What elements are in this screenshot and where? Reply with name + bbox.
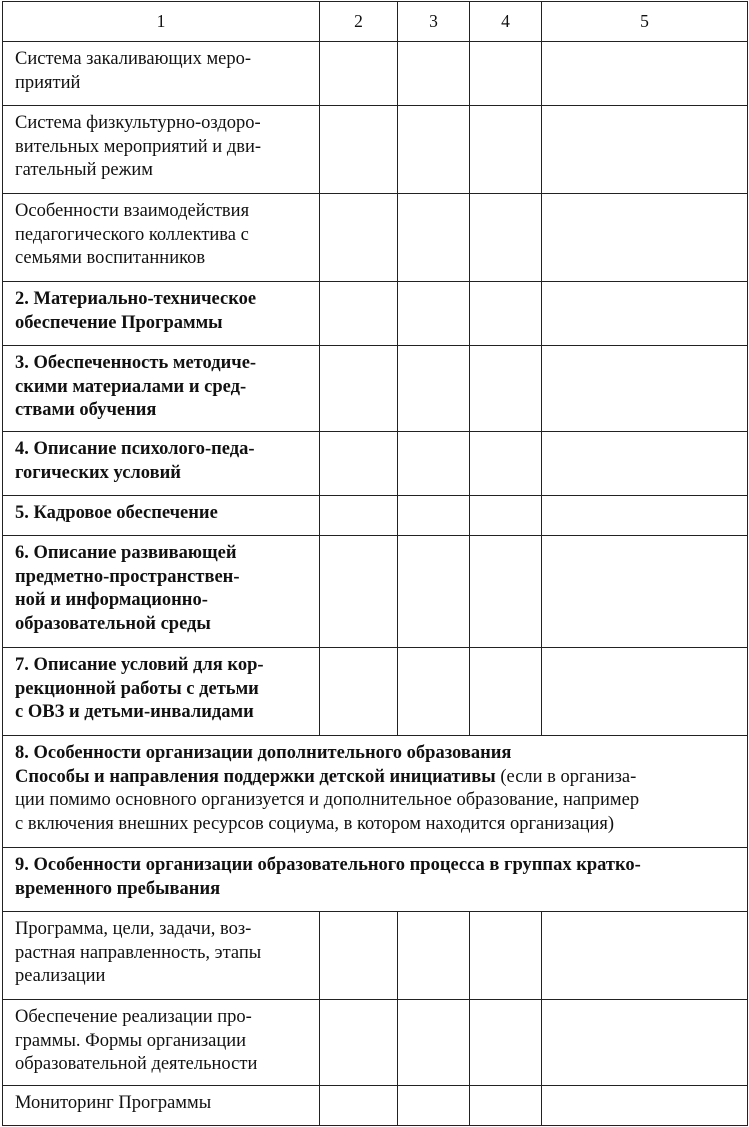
empty-cell bbox=[542, 496, 748, 536]
empty-cell bbox=[320, 648, 398, 736]
table-row bbox=[3, 648, 748, 736]
empty-cell bbox=[470, 346, 542, 432]
empty-cell bbox=[398, 42, 470, 106]
empty-cell bbox=[398, 1086, 470, 1126]
row-label: Программа, цели, задачи, воз- растная направленность, этапы реализации bbox=[3, 912, 320, 1000]
empty-cell bbox=[320, 194, 398, 282]
empty-cell bbox=[542, 194, 748, 282]
table-row bbox=[3, 106, 748, 194]
table-row bbox=[3, 536, 748, 648]
table-row bbox=[3, 282, 748, 346]
empty-cell bbox=[470, 432, 542, 496]
empty-cell bbox=[320, 432, 398, 496]
empty-cell bbox=[470, 648, 542, 736]
header-col-1: 1 bbox=[3, 2, 320, 42]
empty-cell bbox=[542, 648, 748, 736]
empty-cell bbox=[470, 282, 542, 346]
empty-cell bbox=[542, 106, 748, 194]
table-row bbox=[3, 496, 748, 536]
empty-cell bbox=[398, 1000, 470, 1086]
empty-cell bbox=[542, 432, 748, 496]
empty-cell bbox=[470, 536, 542, 648]
empty-cell bbox=[398, 106, 470, 194]
empty-cell bbox=[542, 42, 748, 106]
table-row bbox=[3, 346, 748, 432]
section-heading: 2. Материально-техническое обеспечение Программы bbox=[3, 282, 320, 346]
header-col-2: 2 bbox=[320, 2, 398, 42]
empty-cell bbox=[398, 282, 470, 346]
empty-cell bbox=[320, 536, 398, 648]
empty-cell bbox=[398, 346, 470, 432]
row-label: Система физкультурно-оздоро- вительных мероприятий и дви- гательный режим bbox=[3, 106, 320, 194]
section-8-title: 8. Особенности организации дополнительного образования bbox=[15, 743, 512, 763]
header-col-4: 4 bbox=[470, 2, 542, 42]
empty-cell bbox=[398, 536, 470, 648]
empty-cell bbox=[542, 1000, 748, 1086]
empty-cell bbox=[398, 912, 470, 1000]
empty-cell bbox=[320, 106, 398, 194]
row-label: Обеспечение реализации про- граммы. Формы организации образовательной деятельности bbox=[3, 1000, 320, 1086]
section-8-subtitle: Способы и направления поддержки детской инициативы bbox=[15, 766, 496, 787]
empty-cell bbox=[470, 1086, 542, 1126]
empty-cell bbox=[320, 1086, 398, 1126]
empty-cell bbox=[320, 912, 398, 1000]
table-row bbox=[3, 1000, 748, 1086]
section-heading: 4. Описание психолого-педа- гогических условий bbox=[3, 432, 320, 496]
empty-cell bbox=[470, 42, 542, 106]
empty-cell bbox=[470, 912, 542, 1000]
empty-cell bbox=[470, 194, 542, 282]
empty-cell bbox=[398, 648, 470, 736]
section-8-row bbox=[3, 736, 748, 848]
table-row bbox=[3, 912, 748, 1000]
empty-cell bbox=[542, 912, 748, 1000]
empty-cell bbox=[470, 1000, 542, 1086]
empty-cell bbox=[398, 194, 470, 282]
empty-cell bbox=[320, 1000, 398, 1086]
empty-cell bbox=[542, 536, 748, 648]
empty-cell bbox=[542, 346, 748, 432]
section-9-title: 9. Особенности организации образовательного процесса в группах кратко- временного пребывания bbox=[3, 848, 748, 912]
empty-cell bbox=[398, 496, 470, 536]
section-9-row bbox=[3, 848, 748, 912]
empty-cell bbox=[320, 346, 398, 432]
empty-cell bbox=[542, 282, 748, 346]
table-row bbox=[3, 42, 748, 106]
table-row bbox=[3, 432, 748, 496]
section-heading: 6. Описание развивающей предметно-пространствен- ной и информационно- образовательной среды bbox=[3, 536, 320, 648]
table-row bbox=[3, 194, 748, 282]
section-8-cell bbox=[3, 736, 748, 848]
section-heading: 5. Кадровое обеспечение bbox=[3, 496, 320, 536]
empty-cell bbox=[542, 1086, 748, 1126]
empty-cell bbox=[320, 496, 398, 536]
header-col-5: 5 bbox=[542, 2, 748, 42]
section-heading: 3. Обеспеченность методиче- скими материалами и сред- ствами обучения bbox=[3, 346, 320, 432]
empty-cell bbox=[470, 496, 542, 536]
empty-cell bbox=[470, 106, 542, 194]
empty-cell bbox=[320, 282, 398, 346]
empty-cell bbox=[320, 42, 398, 106]
document-table bbox=[2, 1, 748, 1126]
row-label: Система закаливающих меро- приятий bbox=[3, 42, 320, 106]
row-label: Мониторинг Программы bbox=[3, 1086, 320, 1126]
table-header-row bbox=[3, 2, 748, 42]
section-8-note: (если в организа- ции помимо основного организуется и дополнительное образование, например с включения внешних ресурсов социума, в котором находится организация) bbox=[15, 766, 640, 834]
empty-cell bbox=[398, 432, 470, 496]
row-label: Особенности взаимодействия педагогического коллектива с семьями воспитанников bbox=[3, 194, 320, 282]
table-row bbox=[3, 1086, 748, 1126]
section-heading: 7. Описание условий для кор- рекционной работы с детьми с ОВЗ и детьми-инвалидами bbox=[3, 648, 320, 736]
header-col-3: 3 bbox=[398, 2, 470, 42]
